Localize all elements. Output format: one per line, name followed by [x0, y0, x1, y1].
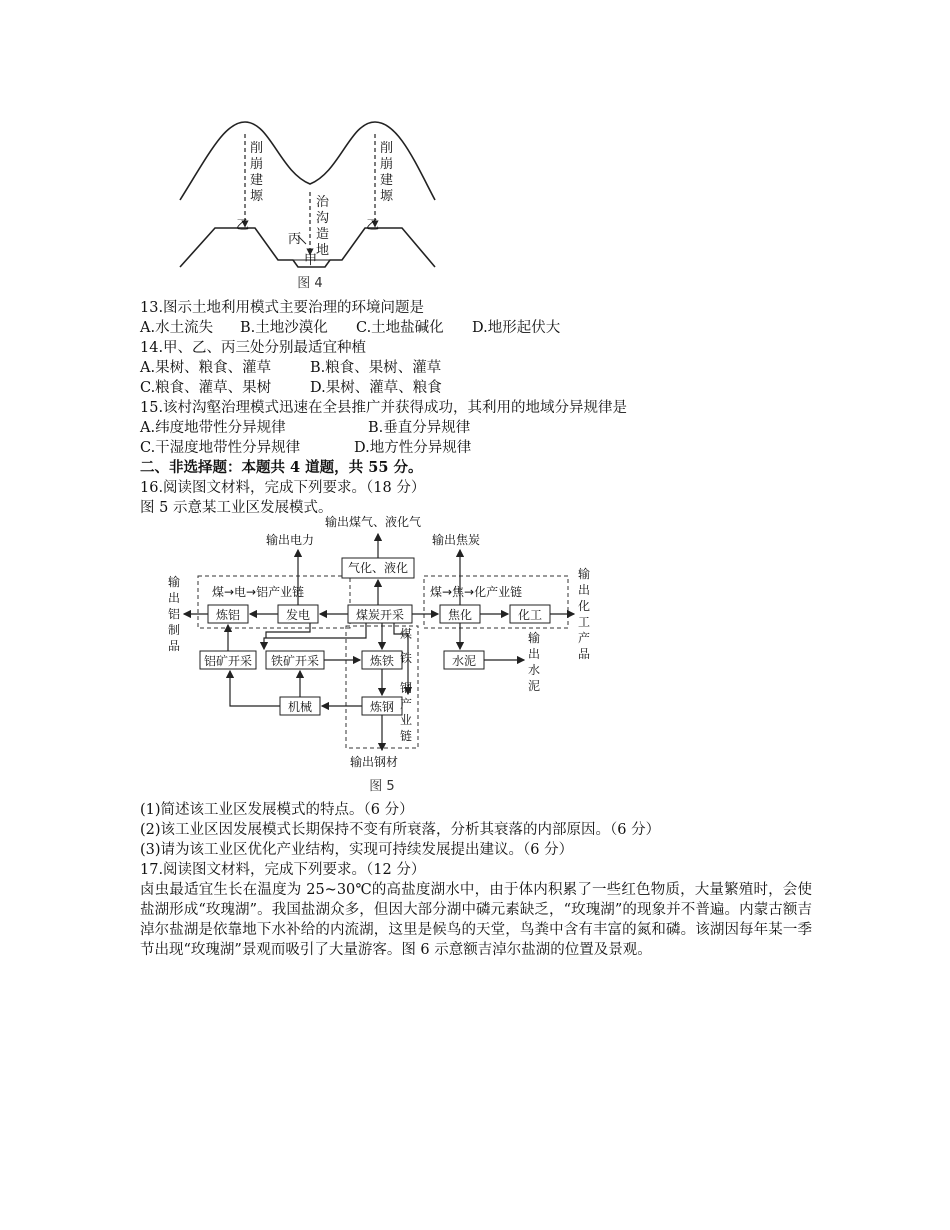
q14-stem: 14.甲、乙、丙三处分别最适宜种植: [140, 340, 367, 356]
left-label-char: 塬: [250, 189, 264, 204]
label-chain-steel: [400, 626, 412, 743]
q13-option-c: C.土地盐碱化: [356, 320, 444, 336]
label-out-steel: 输出钢材: [350, 755, 399, 769]
center-label-char: 治: [316, 195, 330, 210]
center-label-char: 地: [316, 243, 330, 258]
box-chemical-label: 化工: [517, 608, 543, 622]
label-chain-al: 煤→电→铝产业链: [212, 585, 305, 599]
svg-text:品: 品: [578, 647, 591, 661]
figure-5-caption: 图 5: [369, 779, 395, 794]
label-chain-chem: 煤→焦→化产业链: [430, 585, 523, 599]
label-out-aluminum: [168, 574, 180, 653]
q17-paragraph: 卤虫最适宜生长在温度为 25~30℃的高盐度湖水中，由于体内积累了一些红色物质，大量繁殖时，会使盐湖形成“玫瑰湖”。我国盐湖众多，但因大部分湖中磷元素缺乏，“玫瑰湖”的现象并不普遍。内蒙古额吉淖尔盐湖是依靠地下水补给的内流湖，这里是候鸟的天堂，鸟粪中含有丰富的氮和磷。该湖因每年某一季节出现“玫瑰湖”景观而吸引了大量游客。图 6 示意额吉淖尔盐湖的位置及景观。: [140, 882, 812, 958]
svg-text:链: 链: [400, 729, 413, 743]
q13-stem: 13.图示土地利用模式主要治理的环境问题是: [140, 300, 425, 316]
svg-text:水: 水: [528, 663, 541, 677]
q15-option-b: B.垂直分异规律: [368, 420, 471, 436]
box-coking-label: 焦化: [447, 608, 473, 622]
q15-option-a: A.纬度地带性分异规律: [140, 420, 286, 436]
figure-5-industrial-flowchart: [160, 514, 600, 796]
label-yi-right: 乙: [366, 218, 380, 233]
svg-text:品: 品: [168, 639, 181, 653]
label-jia: 甲: [304, 253, 318, 268]
box-bauxite-label: 铝矿开采: [203, 654, 253, 668]
svg-text:输: 输: [528, 631, 541, 645]
q16-intro: 图 5 示意某工业区发展模式。: [140, 500, 333, 516]
svg-text:化: 化: [578, 599, 591, 613]
arrow-power-to-iron-ore: [266, 623, 310, 638]
section-2-heading: 二、非选择题：本题共 4 道题，共 55 分。: [140, 459, 423, 476]
label-out-coke: 输出焦炭: [432, 533, 481, 547]
right-label-char: 建: [380, 173, 394, 188]
q16-sub1: (1)简述该工业区发展模式的特点。（6 分）: [140, 802, 414, 818]
svg-text:煤: 煤: [400, 627, 413, 641]
box-iron-ore-label: 铁矿开采: [270, 654, 320, 668]
svg-text:泥: 泥: [528, 679, 541, 693]
label-out-chem: [578, 566, 590, 661]
hill-profile-curve: [180, 122, 435, 200]
svg-text:输: 输: [578, 567, 591, 581]
svg-text:出: 出: [578, 583, 591, 597]
svg-text:钢: 钢: [400, 681, 413, 695]
right-label-char: 崩: [380, 157, 394, 172]
box-power-label: 发电: [285, 608, 311, 622]
left-label-char: 削: [250, 141, 264, 156]
svg-text:产: 产: [578, 631, 591, 645]
q14-options-row1: [140, 358, 441, 378]
left-label-char: 崩: [250, 157, 264, 172]
q14-option-c: C.粮食、灌草、果树: [140, 380, 272, 396]
q13-option-b: B.土地沙漠化: [240, 320, 328, 336]
label-out-gas: 输出煤气、液化气: [325, 515, 422, 529]
arrow-machinery-to-bauxite: [230, 671, 280, 706]
figure-4-caption: 图 4: [297, 276, 323, 291]
q15-options-row1: [140, 418, 470, 438]
box-smelt-al-label: 炼铝: [215, 608, 241, 622]
center-label-char: 造: [316, 227, 330, 242]
q14-option-a: A.果树、粮食、灌草: [140, 360, 272, 376]
center-label-char: 沟: [316, 211, 330, 226]
svg-text:铁: 铁: [400, 651, 413, 665]
box-gasify-label: 气化、液化: [347, 561, 409, 575]
box-iron-label: 炼铁: [369, 654, 395, 668]
q16-sub3: (3)请为该工业区优化产业结构，实现可持续发展提出建议。（6 分）: [140, 842, 574, 858]
svg-text:出: 出: [168, 591, 181, 605]
label-out-cement: [528, 630, 540, 693]
q16-sub2: (2)该工业区因发展模式长期保持不变有所衰落，分析其衰落的内部原因。（6 分）: [140, 822, 661, 838]
label-out-power: 输出电力: [266, 533, 315, 547]
box-coal-label: 煤炭开采: [355, 608, 405, 622]
q16-stem: 16.阅读图文材料，完成下列要求。（18 分）: [140, 480, 426, 496]
right-label-char: 削: [380, 141, 394, 156]
arrow-coal-to-steel-line: [264, 623, 366, 649]
box-cement-label: 水泥: [451, 654, 477, 668]
q15-option-c: C.干湿度地带性分异规律: [140, 440, 301, 456]
right-label-char: 塬: [380, 189, 394, 204]
svg-text:出: 出: [528, 647, 541, 661]
figure-4-terrain-diagram: [170, 112, 450, 292]
svg-text:产: 产: [400, 697, 413, 711]
q13-options: [140, 318, 560, 338]
q15-stem: 15.该村沟壑治理模式迅速在全县推广并获得成功，其利用的地域分异规律是: [140, 400, 628, 416]
label-yi-left: 乙: [236, 218, 250, 233]
q14-options-row2: [140, 378, 442, 398]
q13-option-a: A.水土流失: [140, 320, 214, 336]
svg-text:工: 工: [578, 615, 591, 629]
box-machinery-label: 机械: [287, 700, 313, 714]
q14-option-d: D.果树、灌草、粮食: [310, 380, 442, 396]
svg-text:铝: 铝: [168, 607, 181, 621]
svg-text:业: 业: [400, 713, 413, 727]
q14-option-b: B.粮食、果树、灌草: [310, 360, 442, 376]
label-bing: 丙: [288, 232, 302, 247]
q15-options-row2: [140, 438, 471, 458]
left-label-char: 建: [250, 173, 264, 188]
svg-text:制: 制: [168, 623, 181, 637]
q15-option-d: D.地方性分异规律: [354, 440, 472, 456]
q17-stem: 17.阅读图文材料，完成下列要求。（12 分）: [140, 862, 426, 878]
box-steel-label: 炼钢: [369, 700, 395, 714]
svg-text:输: 输: [168, 575, 181, 589]
q13-option-d: D.地形起伏大: [472, 320, 561, 336]
